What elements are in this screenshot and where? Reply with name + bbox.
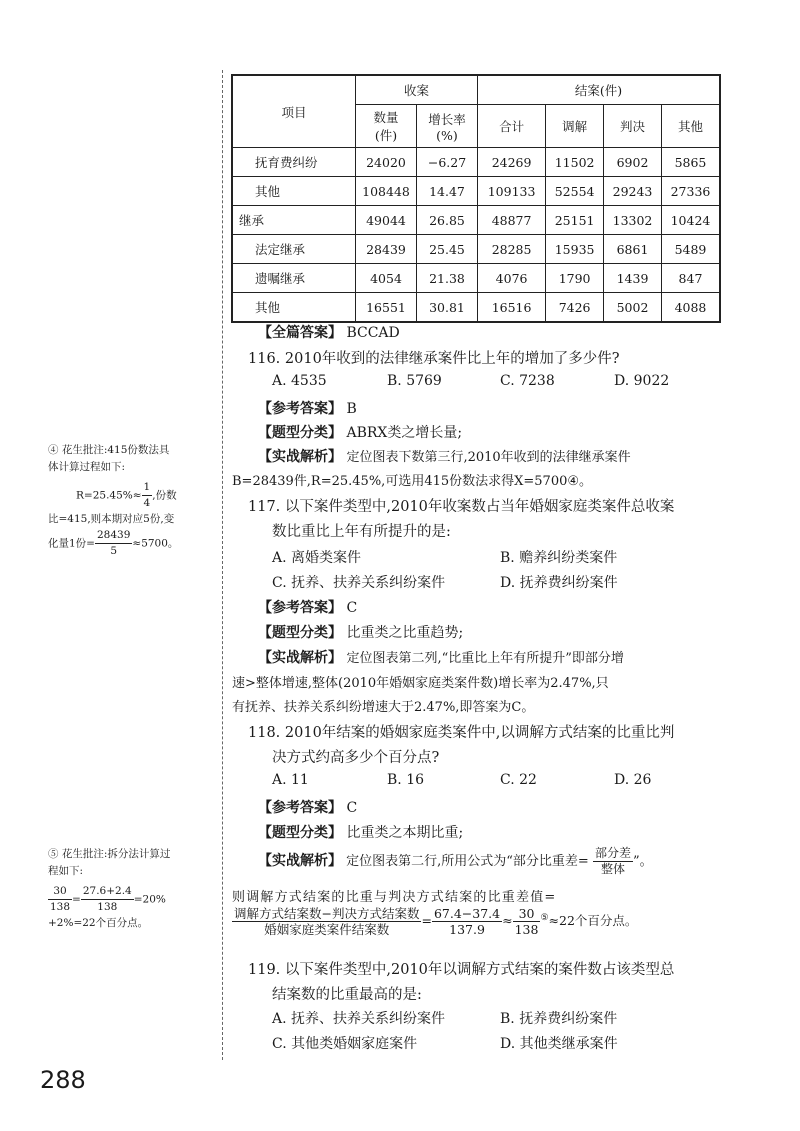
row-label: 其他 <box>232 177 356 206</box>
row-label: 法定继承 <box>232 235 356 264</box>
page-number: 288 <box>40 1066 86 1094</box>
calc-eq-2: ≈ <box>502 913 513 928</box>
q118-analysis-line-1-end: ”。 <box>632 854 653 869</box>
note4-frac1-den: 4 <box>143 497 151 509</box>
note4-frac2-den: 5 <box>110 545 118 557</box>
calc-fraction-2-den: 137.9 <box>449 922 485 937</box>
note4-line-3b: ,份数 <box>152 489 177 502</box>
table-body <box>232 148 720 323</box>
question-118-line-1: 118. 2010年结案的婚姻家庭类案件中,以调解方式结案的比重比判 <box>248 725 675 741</box>
q118-analysis-line-2: 则调解方式结案的比重与判决方式结案的比重差值= <box>232 890 557 905</box>
table-cell: 27336 <box>661 177 720 206</box>
table-cell: 14.47 <box>417 177 478 206</box>
q116-type-value: ABRX类之增长量; <box>346 425 463 441</box>
q117-type-value: 比重类之比重趋势; <box>346 625 464 641</box>
q116-option-d: D. 9022 <box>614 373 670 389</box>
q116-option-a: A. 4535 <box>272 373 327 389</box>
q117-option-a: A. 离婚类案件 <box>272 550 362 566</box>
header-received: 收案 <box>356 75 478 105</box>
table-cell: 28439 <box>356 235 417 264</box>
q117-option-c: C. 抚养、扶养关系纠纷案件 <box>272 575 446 591</box>
question-117-line-1: 117. 以下案件类型中,2010年收案数占当年婚姻家庭类案件总收案 <box>248 499 675 515</box>
q116-option-c: C. 7238 <box>500 373 555 389</box>
note5-line-1: ⑤ 花生批注:拆分法计算过 <box>48 848 171 860</box>
q118-option-d: D. 26 <box>614 772 652 788</box>
q118-answer-value: C <box>346 800 358 816</box>
q117-analysis <box>258 647 624 667</box>
header-other: 其他 <box>661 105 720 148</box>
calc-fraction-1 <box>232 906 421 937</box>
calc-fraction-2-num: 67.4−37.4 <box>433 906 501 921</box>
header-count-label: 数量 <box>373 110 399 125</box>
note5-tail: =20% <box>133 893 166 906</box>
header-judgment: 判决 <box>604 105 662 148</box>
note4-line-5 <box>48 528 218 559</box>
q118-analysis <box>258 846 653 877</box>
note5-line-4: +2%=22个百分点。 <box>48 917 149 929</box>
q117-type <box>258 622 463 642</box>
calc-fraction-2 <box>432 906 502 937</box>
calc-fraction-3-num: 30 <box>513 906 541 922</box>
formula-numerator: 部分差 <box>594 846 631 860</box>
header-count <box>356 105 417 148</box>
question-118-line-2: 决方式约高多少个百分点? <box>272 750 440 766</box>
q118-calculation <box>232 906 637 937</box>
q119-option-b: B. 抚养费纠纷案件 <box>500 1011 618 1027</box>
note5-f2-num: 27.6+2.4 <box>81 884 134 900</box>
q116-type-label: 【题型分类】 <box>258 425 342 441</box>
table-cell: 25.45 <box>417 235 478 264</box>
q116-answer-label: 【参考答案】 <box>258 401 342 417</box>
table-cell: 25151 <box>546 206 604 235</box>
q119-option-a: A. 抚养、扶养关系纠纷案件 <box>272 1011 446 1027</box>
margin-divider <box>222 70 223 1060</box>
note5-fraction-2 <box>81 884 134 915</box>
table-cell: 5002 <box>604 293 662 323</box>
note5-eq: = <box>72 893 81 906</box>
table-row <box>232 235 720 264</box>
full-answer-label: 【全篇答案】 <box>258 325 342 341</box>
question-116: 116. 2010年收到的法律继承案件比上年的增加了多少件? <box>248 351 620 367</box>
table-header-row <box>232 75 720 105</box>
note4-line-1: ④ 花生批注:415份数法具 <box>48 444 170 456</box>
note4-frac2-num: 28439 <box>95 528 132 544</box>
q116-analysis-line-1: 定位图表下数第三行,2010年收到的法律继承案件 <box>346 450 631 465</box>
note4-line-5a: 化量1份= <box>48 537 95 550</box>
note5-f2-den: 138 <box>97 901 118 913</box>
q117-answer-value: C <box>346 600 358 616</box>
q117-analysis-line-3: 有抚养、扶养关系纠纷增速大于2.47%,即答案为C。 <box>232 700 535 715</box>
header-total: 合计 <box>478 105 546 148</box>
question-119-line-2: 结案数的比重最高的是: <box>272 987 422 1003</box>
q116-answer <box>258 398 357 418</box>
table-cell: 48877 <box>478 206 546 235</box>
q117-analysis-line-2: 速>整体增速,整体(2010年婚姻家庭类案件数)增长率为2.47%,只 <box>232 676 609 691</box>
table-cell: 5865 <box>661 148 720 177</box>
header-growth <box>417 105 478 148</box>
calc-fraction-3 <box>513 906 541 937</box>
q118-answer-label: 【参考答案】 <box>258 800 342 816</box>
note5-line-3 <box>48 884 218 915</box>
q116-type <box>258 422 462 442</box>
table-cell: 16516 <box>478 293 546 323</box>
q116-analysis <box>258 446 631 466</box>
header-item: 项目 <box>232 75 356 148</box>
full-answer-value: BCCAD <box>346 325 400 341</box>
table-cell: 29243 <box>604 177 662 206</box>
row-label: 遗嘱继承 <box>232 264 356 293</box>
q117-type-label: 【题型分类】 <box>258 625 342 641</box>
q118-answer <box>258 797 357 817</box>
note5-fraction-1 <box>48 884 72 915</box>
calc-footnote-mark: ⑤ <box>540 912 549 923</box>
q116-option-b: B. 5769 <box>387 373 442 389</box>
calc-result: ≈22个百分点。 <box>548 913 638 928</box>
header-growth-unit: (%) <box>436 127 458 143</box>
q118-option-a: A. 11 <box>272 772 309 788</box>
formula-fraction <box>593 846 633 877</box>
table-cell: 4076 <box>478 264 546 293</box>
q118-type-label: 【题型分类】 <box>258 825 342 841</box>
calc-fraction-1-num: 调解方式结案数−判决方式结案数 <box>234 906 420 921</box>
q118-type <box>258 822 463 842</box>
table-cell: 52554 <box>546 177 604 206</box>
q118-analysis-line-1: 定位图表第二行,所用公式为“部分比重差= <box>346 854 589 869</box>
table-cell: 6902 <box>604 148 662 177</box>
note5-line-2: 程如下: <box>48 865 84 877</box>
table-cell: 847 <box>661 264 720 293</box>
table-row <box>232 264 720 293</box>
table-row <box>232 293 720 323</box>
calc-eq-1: = <box>421 913 432 928</box>
note4-line-5b: ≈5700。 <box>132 537 179 550</box>
q117-option-d: D. 抚养费纠纷案件 <box>500 575 618 591</box>
q117-answer-label: 【参考答案】 <box>258 600 342 616</box>
table-cell: 11502 <box>546 148 604 177</box>
table-row <box>232 148 720 177</box>
table-cell: 13302 <box>604 206 662 235</box>
row-label: 继承 <box>232 206 356 235</box>
q117-analysis-line-1: 定位图表第二列,“比重比上年有所提升”即部分增 <box>346 651 624 666</box>
row-label: 其他 <box>232 293 356 323</box>
table-cell: 6861 <box>604 235 662 264</box>
table-cell: 30.81 <box>417 293 478 323</box>
note5-f1-num: 30 <box>48 884 72 900</box>
q117-option-b: B. 赡养纠纷类案件 <box>500 550 618 566</box>
note4-line-3a: R=25.45%≈ <box>76 489 142 502</box>
table-cell: 24269 <box>478 148 546 177</box>
calc-fraction-3-den: 138 <box>514 922 539 937</box>
note4-frac1-num: 1 <box>142 480 153 496</box>
formula-denominator: 整体 <box>600 862 625 876</box>
q118-type-value: 比重类之本期比重; <box>346 825 464 841</box>
calc-fraction-1-den: 婚姻家庭类案件结案数 <box>264 922 390 937</box>
full-answer <box>258 322 400 342</box>
note4-line-2: 体计算过程如下: <box>48 461 126 473</box>
table-cell: 5489 <box>661 235 720 264</box>
q119-option-c: C. 其他类婚姻家庭案件 <box>272 1036 418 1052</box>
header-growth-label: 增长率 <box>428 111 466 127</box>
note4-fraction-2 <box>95 528 132 559</box>
table-cell: 16551 <box>356 293 417 323</box>
table-cell: 10424 <box>661 206 720 235</box>
q116-answer-value: B <box>346 401 357 417</box>
table-cell: 4088 <box>661 293 720 323</box>
table-cell: 4054 <box>356 264 417 293</box>
table-cell: 26.85 <box>417 206 478 235</box>
note4-fraction-1 <box>142 480 153 511</box>
question-119-line-1: 119. 以下案件类型中,2010年以调解方式结案的案件数占该类型总 <box>248 962 675 978</box>
q116-analysis-line-2: B=28439件,R=25.45%,可选用415份数法求得X=5700④。 <box>232 474 593 489</box>
table-cell: 108448 <box>356 177 417 206</box>
table-cell: 49044 <box>356 206 417 235</box>
header-closed: 结案(件) <box>478 75 721 105</box>
q119-option-d: D. 其他类继承案件 <box>500 1036 618 1052</box>
margin-note-5 <box>48 846 218 932</box>
table-row <box>232 177 720 206</box>
case-statistics-table <box>231 74 721 323</box>
note5-f1-den: 138 <box>50 901 71 913</box>
q118-option-b: B. 16 <box>387 772 425 788</box>
q117-answer <box>258 597 357 617</box>
table-cell: −6.27 <box>417 148 478 177</box>
table-cell: 15935 <box>546 235 604 264</box>
margin-note-4 <box>48 442 218 559</box>
table-row <box>232 206 720 235</box>
table-cell: 7426 <box>546 293 604 323</box>
question-117-line-2: 数比重比上年有所提升的是: <box>272 524 451 540</box>
table-cell: 28285 <box>478 235 546 264</box>
q118-option-c: C. 22 <box>500 772 537 788</box>
q118-analysis-label: 【实战解析】 <box>258 853 342 869</box>
table-cell: 109133 <box>478 177 546 206</box>
header-count-unit: (件) <box>374 128 398 143</box>
table-cell: 24020 <box>356 148 417 177</box>
header-mediation: 调解 <box>546 105 604 148</box>
table-cell: 21.38 <box>417 264 478 293</box>
table-cell: 1439 <box>604 264 662 293</box>
row-label: 抚育费纠纷 <box>232 148 356 177</box>
q116-analysis-label: 【实战解析】 <box>258 449 342 465</box>
note4-line-4: 比=415,则本期对应5份,变 <box>48 513 175 525</box>
table-cell: 1790 <box>546 264 604 293</box>
note4-line-3 <box>48 480 218 511</box>
q117-analysis-label: 【实战解析】 <box>258 650 342 666</box>
